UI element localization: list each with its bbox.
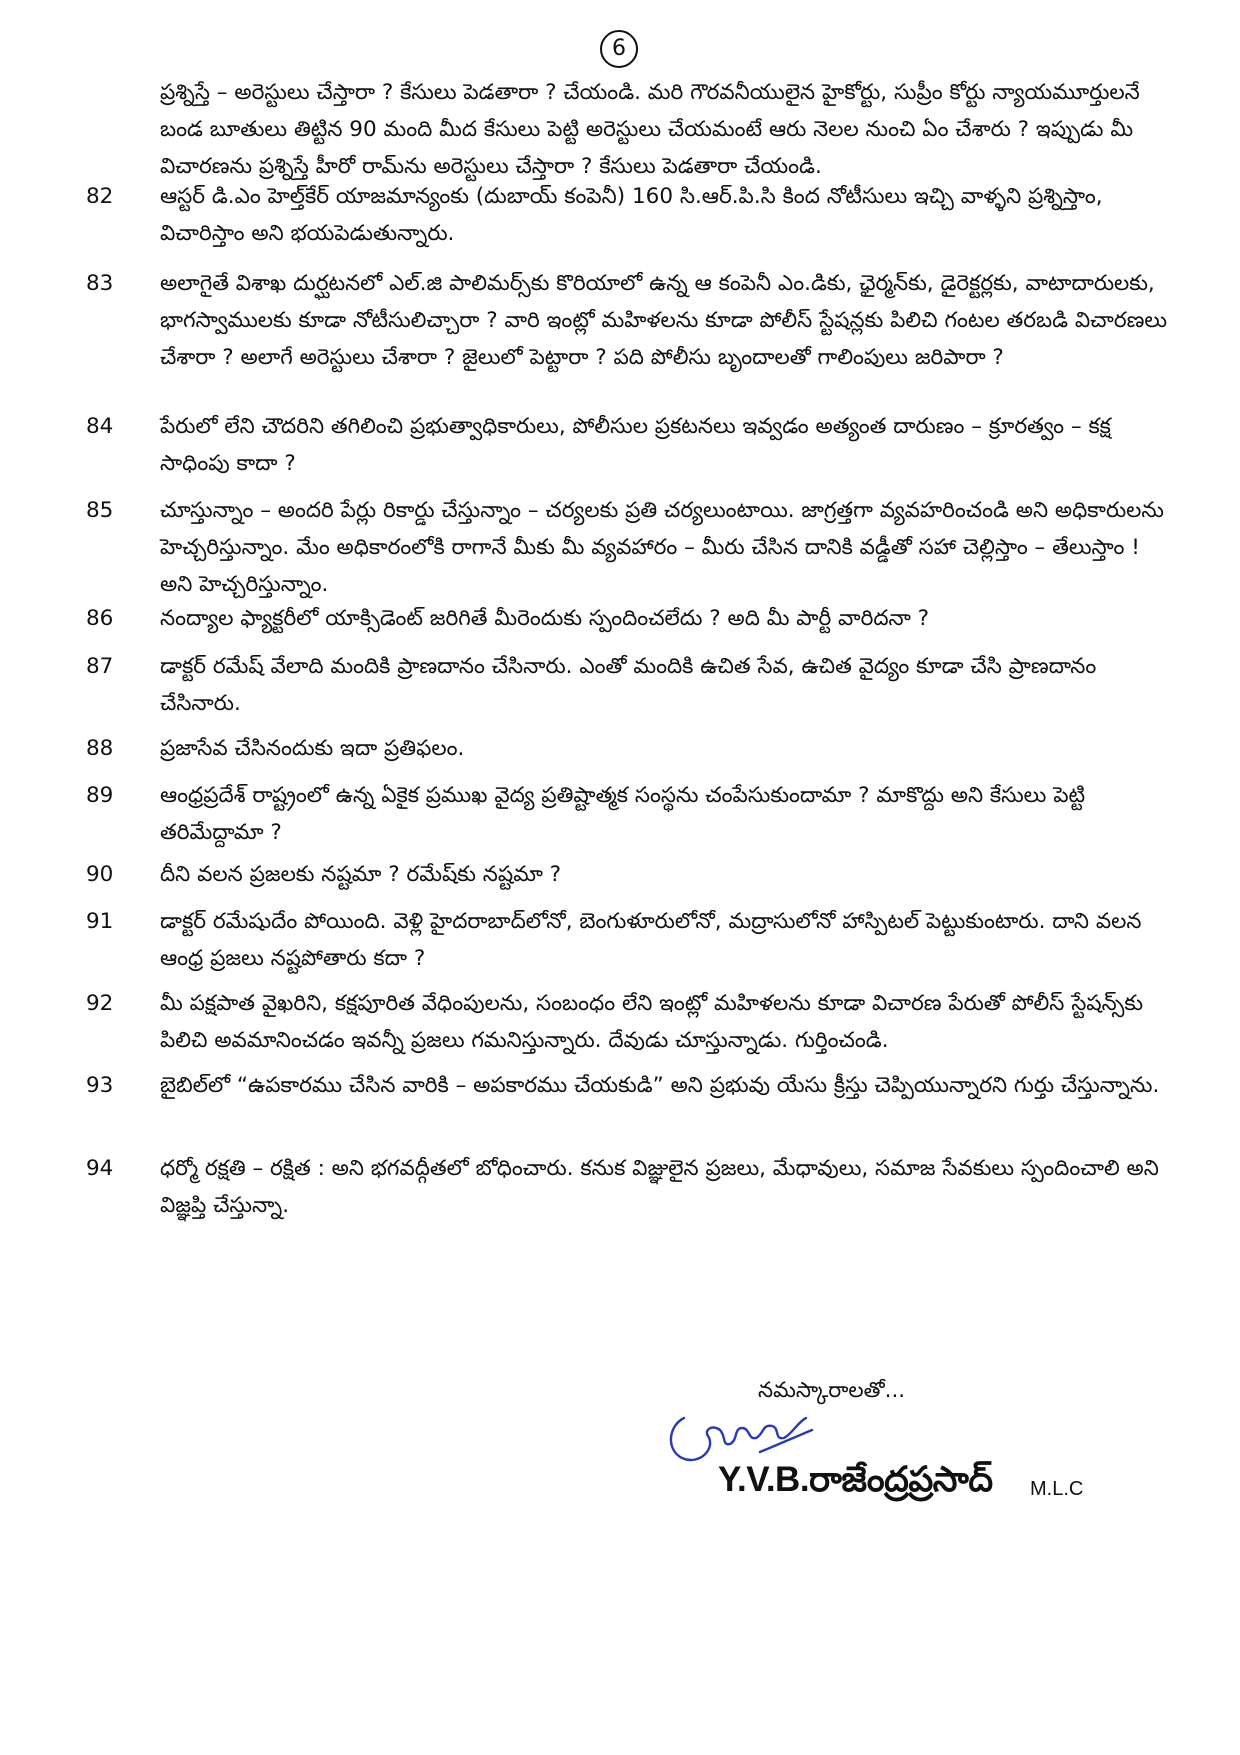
list-item-85 bbox=[86, 492, 1176, 603]
list-item-88 bbox=[86, 730, 1176, 767]
item-text: అలాగైతే విశాఖ దుర్ఘటనలో ఎల్.జి పాలిమర్స్‌కు కొరియాలో ఉన్న ఆ కంపెనీ ఎం.డికు, ఛైర్మన్‌కు, డైరెక్టర్లకు, వాటాదారులకు, భాగస్వాములకు కూడా నోటీసులిచ్చారా ? వారి ఇంట్లో మహిళలను కూడా పోలీస్ స్టేషన్లకు పిలిచి గంటల తరబడి విచారణలు చేశారా ? అలాగే అరెస్టులు చేశారా ? జైలులో పెట్టారా ? పది పోలీసు బృందాలతో గాలింపులు జరిపారా ? bbox=[160, 271, 1168, 370]
list-item-82 bbox=[86, 178, 1176, 252]
item-number: 92 bbox=[86, 991, 114, 1016]
item-number: 86 bbox=[86, 606, 114, 631]
item-text: డాక్టర్ రమేషుదేం పోయింది. వెళ్లి హైదరాబాద్‌లోనో, బెంగుళూరులోనో, మద్రాసులోనో హాస్పిటల్ పెట్టుకుంటారు. దాని వలన ఆంధ్ర ప్రజలు నష్టపోతారు కదా ? bbox=[160, 909, 1142, 971]
item-number: 88 bbox=[86, 736, 114, 761]
item-text: డాక్టర్ రమేష్ వేలాది మందికి ప్రాణదానం చేసినారు. ఎంతో మందికి ఉచిత సేవ, ఉచిత వైద్యం కూడా చేసి ప్రాణదానం చేసినారు. bbox=[160, 654, 1097, 716]
item-text: ప్రజాసేవ చేసినందుకు ఇదా ప్రతిఫలం. bbox=[160, 736, 465, 761]
item-number: 85 bbox=[86, 498, 114, 523]
list-item-83 bbox=[86, 265, 1176, 376]
intro-paragraph: ప్రశ్నిస్తే – అరెస్టులు చేస్తారా ? కేసులు పెడతారా ? చేయండి. మరి గౌరవనీయులైన హైకోర్టు, సుప్రీం కోర్టు న్యాయమూర్తులనే బండ బూతులు తిట్టిన 90 మంది మీద కేసులు పెట్టి అరెస్టులు చేయమంటే ఆరు నెలల నుంచి ఏం చేశారు ? ఇప్పుడు మీ విచారణను ప్రశ్నిస్తే హీరో రామ్‌ను అరెస్టులు చేస్తారా ? కేసులు పెడతారా చేయండి. bbox=[160, 80, 1140, 179]
item-text: ఆస్టర్ డి.ఎం హెల్త్‌కేర్ యాజమాన్యంకు (దుబాయ్ కంపెనీ) 160 సి.ఆర్.పి.సి కింద నోటీసులు ఇచ్చి వాళ్ళని ప్రశ్నిస్తాం, విచారిస్తాం అని భయపెడుతున్నారు. bbox=[160, 184, 1103, 246]
item-number: 94 bbox=[86, 1156, 114, 1181]
item-text: నంద్యాల ఫ్యాక్టరీలో యాక్సిడెంట్ జరిగితే మీరెందుకు స్పందించలేదు ? అది మీ పార్టీ వారిదనా ? bbox=[160, 606, 930, 631]
list-item-90 bbox=[86, 856, 1176, 893]
item-text: ధర్మో రక్షతి – రక్షిత : అని భగవద్గీతలో బోధించారు. కనుక విజ్ఞులైన ప్రజలు, మేధావులు, సమాజ సేవకులు స్పందించాలి అని విజ్ఞప్తి చేస్తున్నా. bbox=[160, 1156, 1159, 1218]
closing-salutation: నమస్కారాలతో... bbox=[758, 1378, 906, 1403]
item-number: 89 bbox=[86, 783, 114, 808]
list-item-91 bbox=[86, 903, 1176, 977]
item-text: దీని వలన ప్రజలకు నష్టమా ? రమేష్‌కు నష్టమా ? bbox=[160, 862, 562, 887]
list-item-86 bbox=[86, 600, 1176, 637]
item-number: 91 bbox=[86, 909, 114, 934]
item-number: 90 bbox=[86, 862, 114, 887]
item-number: 93 bbox=[86, 1073, 114, 1098]
item-number: 84 bbox=[86, 414, 114, 439]
item-text: చూస్తున్నాం – అందరి పేర్లు రికార్డు చేస్తున్నాం – చర్యలకు ప్రతి చర్యలుంటాయి. జాగ్రత్తగా వ్యవహరించండి అని అధికారులను హెచ్చరిస్తున్నాం. మేం అధికారంలోకి రాగానే మీకు మీ వ్యవహారం – మీరు చేసిన దానికి వడ్డీతో సహా చెల్లిస్తాం – తేలుస్తాం ! అని హెచ్చరిస్తున్నాం. bbox=[160, 498, 1164, 597]
list-item-89 bbox=[86, 777, 1176, 851]
item-text: పేరులో లేని చౌదరిని తగిలించి ప్రభుత్వాధికారులు, పోలీసుల ప్రకటనలు ఇవ్వడం అత్యంత దారుణం – క్రూరత్వం – కక్ష సాధింపు కాదా ? bbox=[160, 414, 1111, 476]
item-text: ఆంధ్రప్రదేశ్ రాష్ట్రంలో ఉన్న ఏకైక ప్రముఖ వైద్య ప్రతిష్టాత్మక సంస్థను చంపేసుకుందామా ? మాకొద్దు అని కేసులు పెట్టి తరిమేద్దామా ? bbox=[160, 783, 1086, 845]
item-number: 83 bbox=[86, 271, 114, 296]
item-number: 87 bbox=[86, 654, 114, 679]
designation: M.L.C bbox=[1030, 1478, 1084, 1500]
list-item-94 bbox=[86, 1150, 1176, 1224]
item-number: 82 bbox=[86, 184, 114, 209]
list-item-92 bbox=[86, 985, 1176, 1059]
signatory-name: Y.V.B.రాజేంద్రప్రసాద్ bbox=[718, 1460, 993, 1499]
page-number: 6 bbox=[600, 30, 638, 68]
item-text: బైబిల్‌లో “ఉపకారము చేసిన వారికి – అపకారము చేయకుడి” అని ప్రభువు యేసు క్రీస్తు చెప్పియున్నారని గుర్తు చేస్తున్నాను. bbox=[160, 1073, 1160, 1098]
list-item-87 bbox=[86, 648, 1176, 722]
item-text: మీ పక్షపాత వైఖరిని, కక్షపూరిత వేధింపులను, సంబంధం లేని ఇంట్లో మహిళలను కూడా విచారణ పేరుతో పోలీస్ స్టేషన్స్‌కు పిలిచి అవమానించడం ఇవన్నీ ప్రజలు గమనిస్తున్నారు. దేవుడు చూస్తున్నాడు. గుర్తించండి. bbox=[160, 991, 1144, 1053]
list-item-84 bbox=[86, 408, 1176, 482]
list-item-93 bbox=[86, 1067, 1176, 1104]
